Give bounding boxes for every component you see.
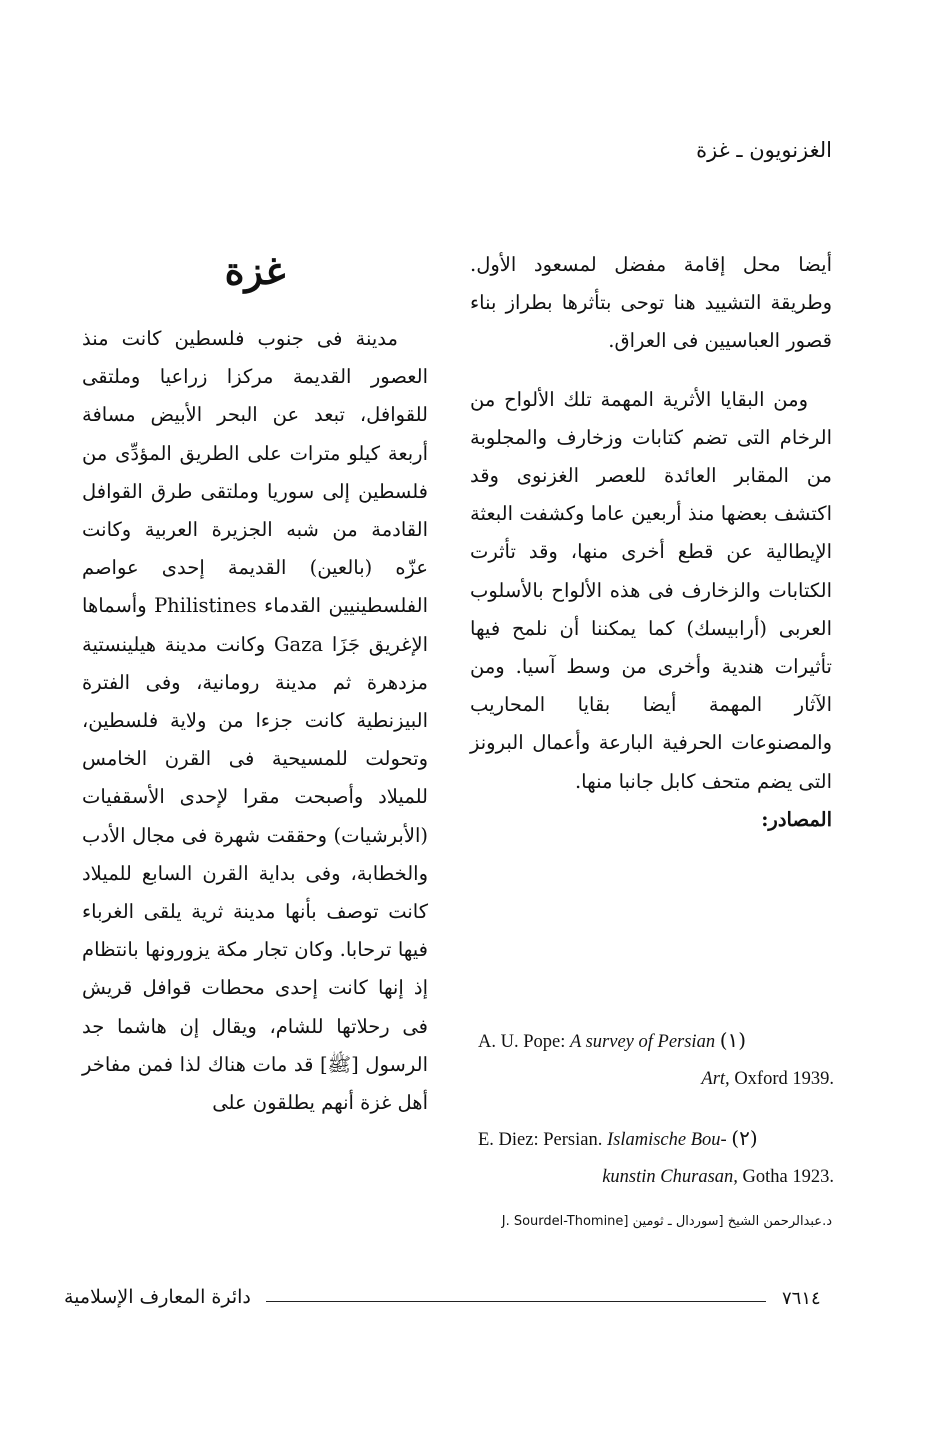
- article-title: غزة: [224, 248, 286, 293]
- reference-publisher: Oxford 1939.: [734, 1069, 834, 1089]
- reference-number: (٢): [731, 1126, 758, 1150]
- reference-continuation: [478, 1061, 838, 1098]
- reference-publisher: Gotha 1923.: [742, 1167, 834, 1187]
- page-number: ٧٦١٤: [782, 1288, 821, 1309]
- author-credit: د.عبدالرحمن الشيخ [سوردال ـ ثومين [J. Sourdel-Thomine: [501, 1214, 832, 1229]
- reference-number: (١): [719, 1028, 747, 1052]
- reference-author: E. Diez: Persian.: [478, 1130, 603, 1150]
- footer-divider: [266, 1301, 766, 1302]
- sources-heading: المصادر:: [761, 807, 832, 831]
- reference-2: [478, 1120, 838, 1196]
- reference-title-cont: Art,: [701, 1069, 730, 1089]
- reference-1: [478, 1022, 838, 1098]
- reference-title: A survey of Persian: [570, 1032, 716, 1052]
- article-body: مدينة فى جنوب فلسطين كانت منذ العصور القديمة مركزا زراعيا وملتقى للقوافل، تبعد عن البحر الأبيض مسافة أربعة كيلو مترات على الطريق المؤدِّى من فلسطين إلى سوريا وملتقى طرق القوافل القادمة من شبه الجزيرة العربية وكانت عزّه (بالعين) القديمة إحدى عواصم الفلسطينيين القدماء Philistines وأسماها الإغريق جَزَا Gaza وكانت مدينة هيلينستية مزدهرة ثم مدينة رومانية، وفى الفترة البيزنطية كانت جزءا من ولاية فلسطين، وتحولت للمسيحية فى القرن الخامس للميلاد وأصبحت مقرا لإحدى الأسقفيات (الأبرشيات) وحققت شهرة فى مجال الأدب والخطابة، وفى بداية القرن السابع للميلاد كانت توصف بأنها مدينة ثرية يلقى الغرباء فيها ترحابا. وكان تجار مكة يزورونها بانتظام إذ إنها كانت إحدى محطات قوافل قريش فى رحلاتها للشام، ويقال إن هاشما جد الرسول [ﷺ] قد مات هناك لذا فمن مفاخر أهل غزة أنهم يطلقون على: [82, 327, 428, 1115]
- publication-title: دائرة المعارف الإسلامية: [64, 1286, 251, 1308]
- reference-author: A. U. Pope:: [478, 1032, 566, 1052]
- paragraph-remains: ومن البقايا الأثرية المهمة تلك الألواح من الرخام التى تضم كتابات وزخارف والمجلوبة من المقابر العائدة للعصر الغزنوى وقد اكتشف بعضها منذ أربعين عاما وكشفت البعثة الإيطالية عن قطع أخرى منها، وقد تأثرت الكتابات والزخارف فى هذه الألواح بالأسلوب العربى (أرابيسك) كما يمكننا أن نلمح فيها تأثيرات هندية وأخرى من وسط آسيا. ومن الآثار المهمة أيضا بقايا المحاريب والمصنوعات الحرفية البارعة وأعمال البرونز التى يضم متحف كابل جانبا منها.: [470, 387, 832, 793]
- paragraph-palace: أيضا محل إقامة مفضل لمسعود الأول. وطريقة التشييد هنا توحى بتأثرها بطراز بناء قصور العباسيين فى العراق.: [470, 253, 832, 353]
- reference-title-cont: kunstin Churasan,: [602, 1167, 738, 1187]
- running-header: الغزنويون ـ غزة: [696, 138, 832, 162]
- right-column: [470, 246, 832, 839]
- reference-title: Islamische Bou-: [606, 1130, 727, 1150]
- left-column: [82, 246, 428, 1122]
- reference-continuation: [478, 1159, 838, 1196]
